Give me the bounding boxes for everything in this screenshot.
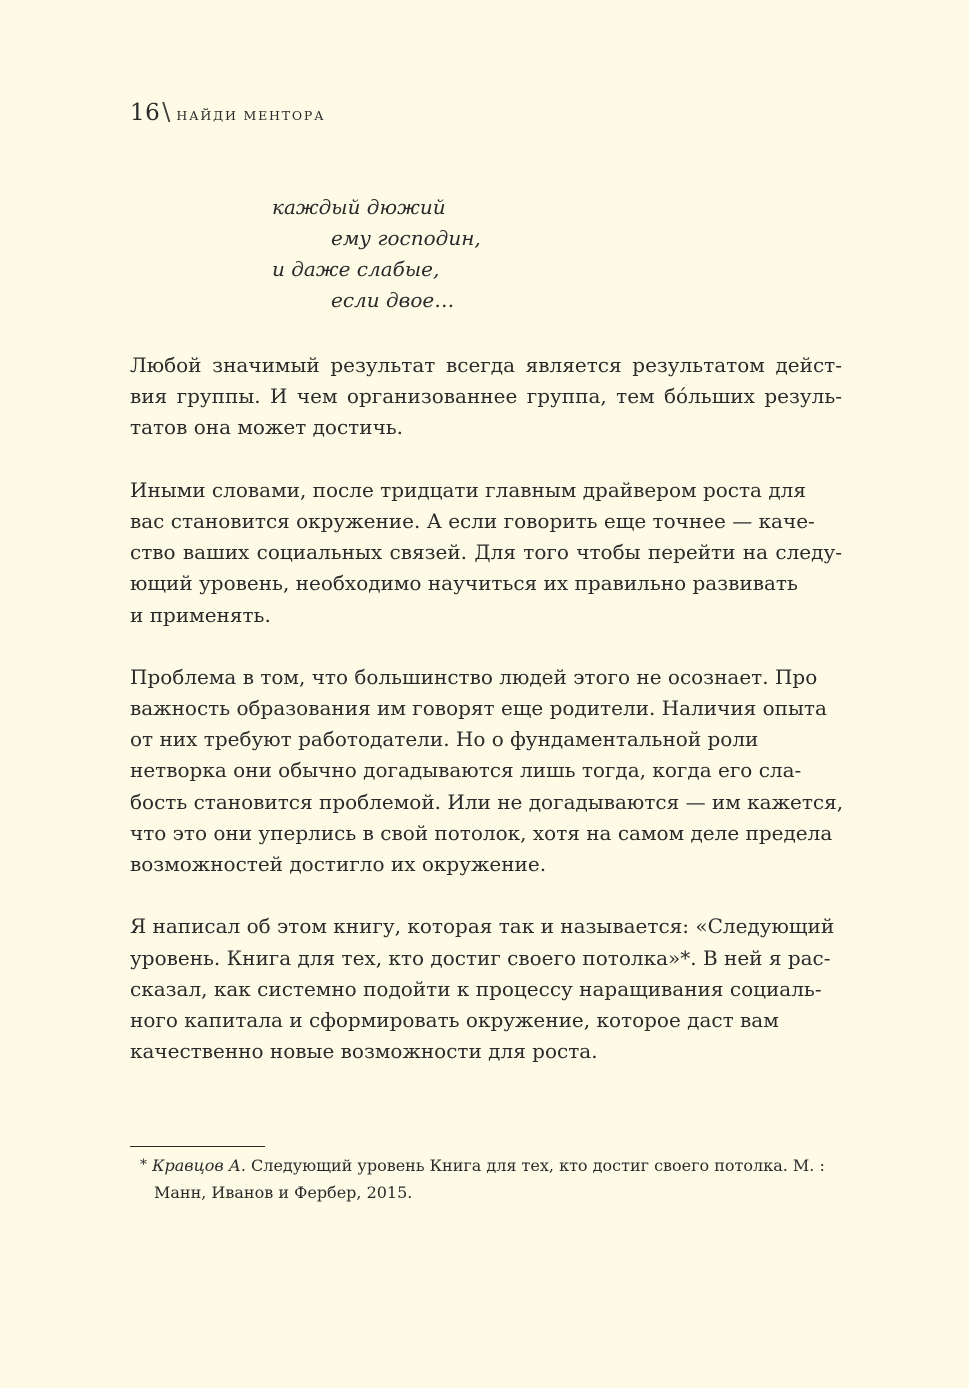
text-line: Проблема в том, что большинство людей этого не осознает. Про <box>130 664 818 689</box>
text-line: ство ваших социальных связей. Для того чтобы перейти на следу- <box>130 540 842 565</box>
text-line: вас становится окружение. А если говорить еще точнее — каче- <box>130 508 815 533</box>
text-line: качественно новые возможности для роста. <box>130 1039 598 1064</box>
verse-line: если двое… <box>331 288 455 312</box>
text-line: возможностей достигло их окружение. <box>130 852 547 876</box>
verse-line: и даже слабые, <box>272 257 440 281</box>
text-line: ного капитала и сформировать окружение, которое даст вам <box>130 1007 779 1032</box>
footnote-author: Кравцов А. <box>152 1156 246 1175</box>
footnote-divider <box>130 1146 265 1147</box>
text-line: сказал, как системно подойти к процессу наращивания социаль- <box>130 976 822 1001</box>
footnote <box>140 1152 842 1206</box>
paragraph-4 <box>130 911 842 1067</box>
epigraph-verse <box>272 192 481 316</box>
paragraph-2 <box>130 475 842 631</box>
footnote-line <box>140 1152 842 1179</box>
text-line: вия группы. И чем организованнее группа, тем бóльших резуль- <box>130 384 842 409</box>
text-line: важность образования им говорят еще родители. Наличия опыта <box>130 696 827 721</box>
footnote-line: Манн, Иванов и Фербер, 2015. <box>154 1183 413 1202</box>
text-line: от них требуют работодатели. Но о фундаментальной роли <box>130 727 759 752</box>
footnote-marker: * <box>140 1157 147 1173</box>
body-text <box>130 350 842 1099</box>
text-line: татов она может достичь. <box>130 415 404 440</box>
text-line: ющий уровень, необходимо научиться их правильно развивать <box>130 571 798 596</box>
text-line: уровень. Книга для тех, кто достиг своего потолка»*. В ней я рас- <box>130 945 831 970</box>
text-line: бость становится проблемой. Или не догадываются — им кажется, <box>130 789 844 814</box>
running-header <box>130 98 325 138</box>
header-separator: \ <box>162 98 171 126</box>
text-line: нетворка они обычно догадываются лишь тогда, когда его сла- <box>130 758 802 783</box>
text-line: Иными словами, после тридцати главным драйвером роста для <box>130 477 806 502</box>
page-number: 16 <box>130 100 161 126</box>
text-line: и применять. <box>130 602 271 627</box>
text-line: что это они уперлись в свой потолок, хотя на самом деле предела <box>130 820 833 845</box>
text-line: Любой значимый результат всегда является результатом дейст- <box>130 353 842 377</box>
footnote-text: Следующий уровень Книга для тех, кто достиг своего потолка. М. : <box>245 1156 825 1175</box>
verse-line: ему господин, <box>331 226 481 250</box>
paragraph-3 <box>130 662 842 880</box>
verse-line: каждый дюжий <box>272 195 446 219</box>
paragraph-1 <box>130 350 842 444</box>
running-title: НАЙДИ МЕНТОРА <box>176 108 326 123</box>
text-line: Я написал об этом книгу, которая так и называется: «Следующий <box>130 914 835 939</box>
